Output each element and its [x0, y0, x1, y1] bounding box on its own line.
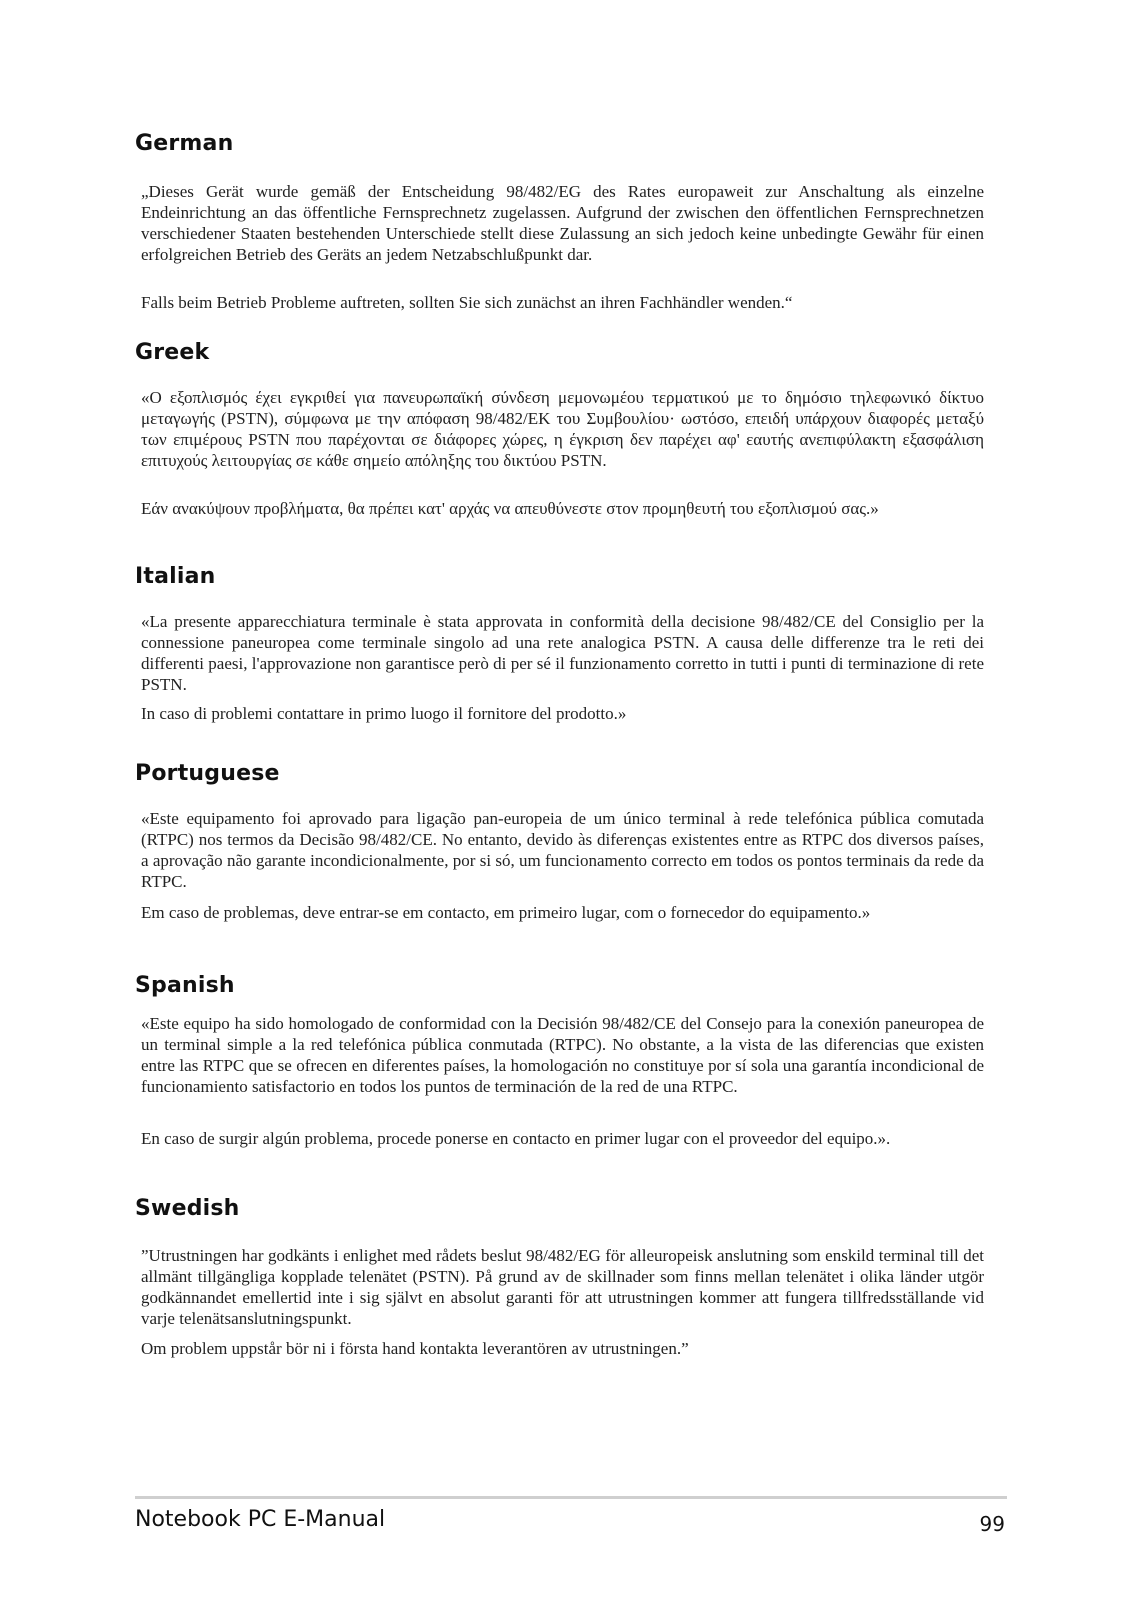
swedish-paragraph-1: ”Utrustningen har godkänts i enlighet med rådets beslut 98/482/EG för alleuropeisk anslutning som enskild terminal till det allmänt tillgängliga kopplade telenätet (PSTN). På grund av de skillnader som finns mellan telenätet i olika länder utgör godkännandet emellertid inte i sig självt en absolut garanti för att utrustningen kommer att fungera tillfredsställande vid varje telenätsanslutningspunkt. [141, 1246, 984, 1328]
greek-paragraph-1: «Ο εξοπλισμός έχει εγκριθεί για πανευρωπαϊκή σύνδεση μεμονωμέου τερματικού με το δημόσιο τηλεφωνικό δίκτυο μεταγωγής (PSTN), σύμφωνα με την απόφαση 98/482/ΕΚ του Συμβουλίου· ωστόσο, επειδή υπάρχουν διαφορές μεταξύ των επιμέρους PSTN που παρέχονται σε διάφορες χώρες, η έγκριση δεν παρέχει αφ' εαυτής ανεπιφύλακτη εξασφάλιση επιτυχούς λειτουργίας σε κάθε σημείο απόληξης του δικτύου PSTN. [141, 388, 984, 470]
spanish-paragraph-2: En caso de surgir algún problema, procede ponerse en contacto en primer lugar con el proveedor del equipo.». [141, 1129, 891, 1148]
swedish-paragraph-2: Om problem uppstår bör ni i första hand kontakta leverantören av utrustningen.” [141, 1339, 689, 1358]
section-heading-spanish: Spanish [135, 973, 235, 998]
section-heading-swedish: Swedish [135, 1196, 240, 1221]
section-heading-german: German [135, 131, 234, 156]
section-heading-greek: Greek [135, 340, 210, 365]
italian-paragraph-1: «La presente apparecchiatura terminale è stata approvata in conformità della decisione 98/482/CE del Consiglio per la connessione paneuropea come terminale singolo ad una rete analogica PSTN. A causa delle differenze tra le reti dei differenti paesi, l'approvazione non garantisce però di per sé il funzionamento corretto in tutti i punti di terminazione di rete PSTN. [141, 612, 984, 694]
italian-paragraph-2: In caso di problemi contattare in primo luogo il fornitore del prodotto.» [141, 704, 627, 723]
portuguese-paragraph-2: Em caso de problemas, deve entrar-se em contacto, em primeiro lugar, com o fornecedor do equipamento.» [141, 903, 871, 922]
footer-title: Notebook PC E-Manual [135, 1507, 386, 1532]
footer-divider [135, 1496, 1007, 1499]
german-paragraph-2: Falls beim Betrieb Probleme auftreten, sollten Sie sich zunächst an ihren Fachhändler wenden.“ [141, 293, 793, 312]
greek-paragraph-2: Εάν ανακύψουν προβλήματα, θα πρέπει κατ' αρχάς να απευθύνεστε στον προμηθευτή του εξοπλισμού σας.» [141, 499, 879, 518]
section-heading-portuguese: Portuguese [135, 761, 280, 786]
german-paragraph-1: „Dieses Gerät wurde gemäß der Entscheidung 98/482/EG des Rates europaweit zur Anschaltung als einzelne Endeinrichtung an das öffentliche Fernsprechnetz zugelassen. Aufgrund der zwischen den öffentlichen Fernsprechnetzen verschiedener Staaten bestehenden Unterschiede stellt diese Zulassung an sich jedoch keine unbedingte Gewähr für einen erfolgreichen Betrieb des Geräts an jedem Netzabschlußpunkt dar. [141, 182, 984, 264]
portuguese-paragraph-1: «Este equipamento foi aprovado para ligação pan-europeia de um único terminal à rede telefónica pública comutada (RTPC) nos termos da Decisão 98/482/CE. No entanto, devido às diferenças existentes entre as RTPC dos diversos países, a aprovação não garante incondicionalmente, por si só, um funcionamento correcto em todos os pontos terminais da rede da RTPC. [141, 809, 984, 891]
section-heading-italian: Italian [135, 564, 216, 589]
page-number: 99 [979, 1512, 1005, 1536]
spanish-paragraph-1: «Este equipo ha sido homologado de conformidad con la Decisión 98/482/CE del Consejo para la conexión paneuropea de un terminal simple a la red telefónica pública conmutada (RTPC). No obstante, a la vista de las diferencias que existen entre las RTPC que se ofrecen en diferentes países, la homologación no constituye por sí sola una garantía incondicional de funcionamiento satisfactorio en todos los puntos de terminación de la red de una RTPC. [141, 1014, 984, 1096]
